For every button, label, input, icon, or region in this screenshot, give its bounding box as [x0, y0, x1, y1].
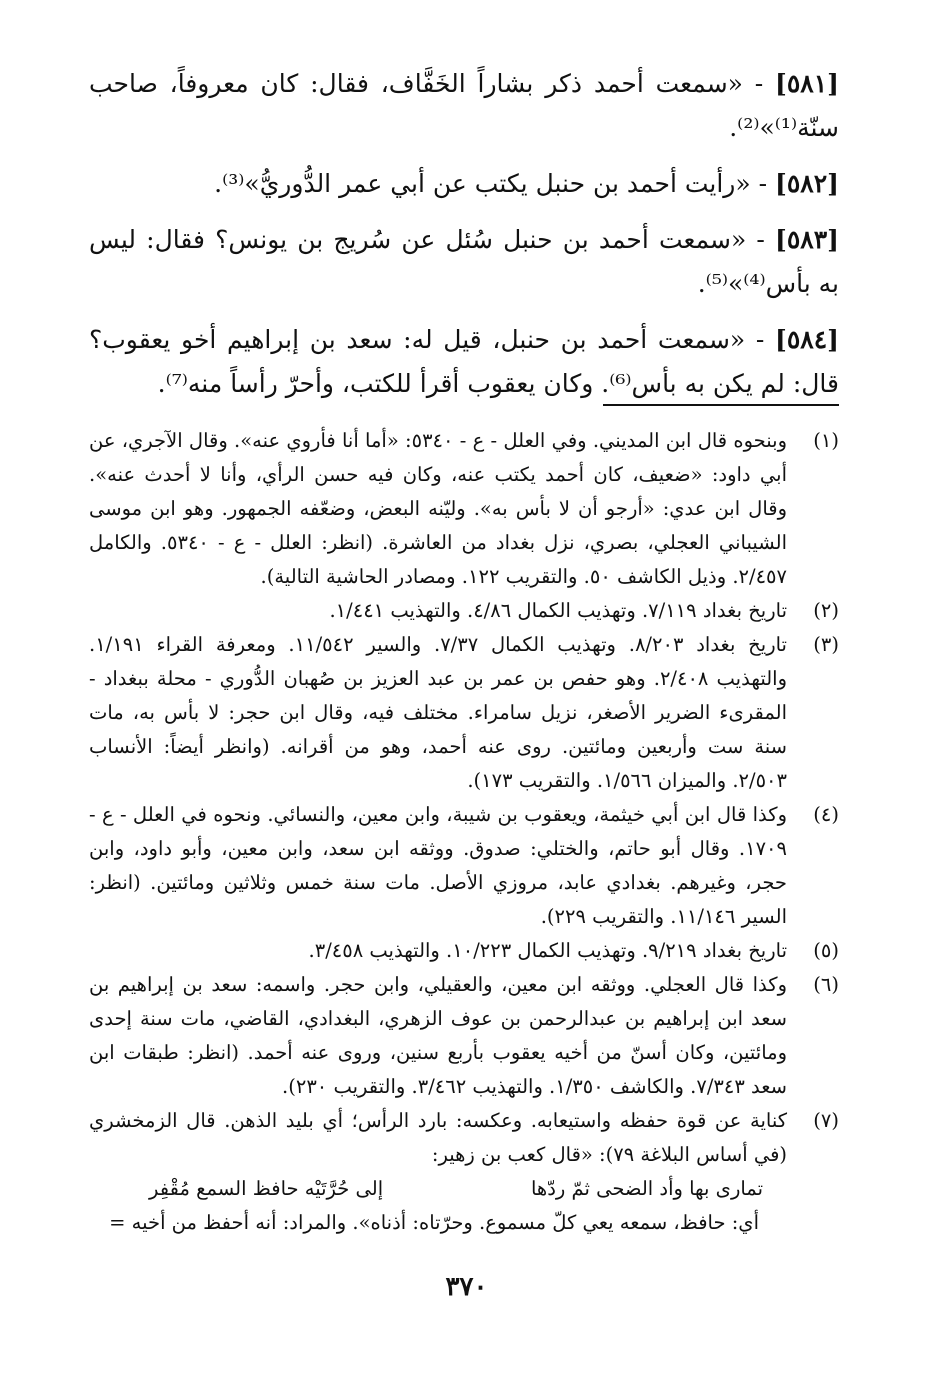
footnote-separator	[603, 404, 839, 406]
footnote-text: كناية عن قوة حفظه واستيعابه. وعكسه: بارد الرأس؛ أي بليد الذهن. قال الزمخشري (في أساس البلاغة ٧٩): «قال كعب بن زهير:	[89, 1109, 787, 1166]
footnotes	[89, 424, 839, 1240]
footnote-number: (٤)	[813, 803, 839, 826]
footnote-4	[89, 798, 839, 934]
entry-number: [٥٨٤]	[775, 325, 839, 354]
footnote-5	[89, 934, 839, 968]
entry-text: - «سمعت أحمد بن حنبل سُئل عن سُريج بن يونس؟ فقال: ليس به بأس⁽⁴⁾»⁽⁵⁾.	[89, 225, 839, 298]
entry-text: - «سمعت أحمد ذكر بشاراً الخَفَّاف، فقال: كان معروفاً، صاحب سنّة⁽¹⁾»⁽²⁾.	[89, 69, 839, 142]
footnote-number: (٧)	[813, 1109, 839, 1132]
footnote-text: وكذا قال العجلي. ووثقه ابن معين، والعقيلي، وابن حجر. واسمه: سعد بن إبراهيم بن سعد ابن إبراهيم بن عبدالرحمن بن عوف الزهري، البغدادي، القاضي، مات سنة إحدى ومائتين، وكان أسنّ من أخيه يعقوب بأربع سنين، وروى عنه أحمد. (انظر: طبقات ابن سعد ٧/٣٤٣. والكاشف ١/٣٥٠. والتهذيب ٣/٤٦٢. والتقريب ٢٣٠).	[89, 973, 787, 1098]
verse-second-hemistich: إلى حُرَّتَيْه حافظ السمع مُقْفِر	[149, 1177, 384, 1200]
footnote-number: (٥)	[813, 939, 839, 962]
footnote-2	[89, 594, 839, 628]
page-number: ٣٧٠	[445, 1272, 488, 1302]
footnote-text: وبنحوه قال ابن المديني. وفي العلل - ع - ٥٣٤٠: «أما أنا فأروي عنه». وقال الآجري، عن أبي داود: «ضعيف، كان أحمد يكتب عنه، وكان فيه حسن الرأي، وأنا لا أحدث عنه». وقال ابن عدي: «أرجو أن لا بأس به». وليّنه البعض، وضعّفه الجمهور. وهو ابن موسى الشيباني العجلي، بصري، نزل بغداد من العاشرة. (انظر: العلل - ع - ٥٣٤٠. والكامل ٢/٤٥٧. وذيل الكاشف ٥٠. والتقريب ١٢٢. ومصادر الحاشية التالية).	[89, 429, 787, 588]
entry-text: - «رأيت أحمد بن حنبل يكتب عن أبي عمر الدُّوريُّ»⁽³⁾.	[214, 169, 776, 198]
entry-581	[89, 62, 839, 150]
footnote-text: وكذا قال ابن أبي خيثمة، ويعقوب بن شيبة، وابن معين، والنسائي. ونحوه في العلل - ع - ١٧٠٩. وقال أبو حاتم، والختلي: صدوق. ووثقه ابن سعد، وابن معين، وأبو داود، وابن حجر، وغيرهم. بغدادي عابد، مروزي الأصل. مات سنة خمس وثلاثين ومائتين. (انظر: السير ١١/١٤٦. والتقريب ٢٢٩).	[89, 803, 787, 928]
footnote-number: (٢)	[813, 599, 839, 622]
entry-582	[89, 162, 839, 206]
footnote-text: تاريخ بغداد ٧/١١٩. وتهذيب الكمال ٤/٨٦. والتهذيب ١/٤٤١.	[329, 599, 787, 622]
footnote-number: (١)	[813, 429, 839, 452]
entry-583	[89, 218, 839, 306]
footnote-3	[89, 628, 839, 798]
entry-584	[89, 318, 839, 406]
footnote-number: (٣)	[813, 633, 839, 656]
verse-first-hemistich: تمارى بها وأد الضحى ثمّ ردّها	[530, 1177, 763, 1200]
footnote-text: تاريخ بغداد ٨/٢٠٣. وتهذيب الكمال ٧/٣٧. والسير ١١/٥٤٢. ومعرفة القراء ١/١٩١. والتهذيب ٢/٤٠٨. وهو حفص بن عمر بن عبد العزيز بن صُهبان الدُّوري - محلة ببغداد - المقرىء الضرير الأصغر، نزيل سامراء. مختلف فيه، وقال ابن حجر: لا بأس به، مات سنة ست وأربعين ومائتين. روى عنه أحمد، وهو من أقرانه. (وانظر أيضاً: الأنساب ٢/٥٠٣. والميزان ١/٥٦٦. والتقريب ١٧٣).	[89, 633, 787, 792]
main-text	[89, 62, 839, 418]
footnote-7	[89, 1104, 839, 1240]
footnote-6	[89, 968, 839, 1104]
entry-number: [٥٨١]	[775, 69, 839, 98]
entry-number: [٥٨٢]	[775, 169, 839, 198]
poem-verse	[89, 1172, 787, 1206]
entry-number: [٥٨٣]	[775, 225, 839, 254]
footnote-number: (٦)	[813, 973, 839, 996]
footnote-continuation: أي: حافظ، سمعه يعي كلّ مسموع. وحرّتاه: أذناه». والمراد: أنه أحفظ من أخيه =	[109, 1211, 759, 1234]
footnote-1	[89, 424, 839, 594]
footnote-text: تاريخ بغداد ٩/٢١٩. وتهذيب الكمال ١٠/٢٢٣. والتهذيب ٣/٤٥٨.	[308, 939, 787, 962]
entry-text: - «سمعت أحمد بن حنبل، قيل له: سعد بن إبراهيم أخو يعقوب؟ قال: لم يكن به بأس⁽⁶⁾. وكان يعقوب أقرأ للكتب، وأحرّ رأساً منه⁽⁷⁾.	[89, 325, 839, 398]
